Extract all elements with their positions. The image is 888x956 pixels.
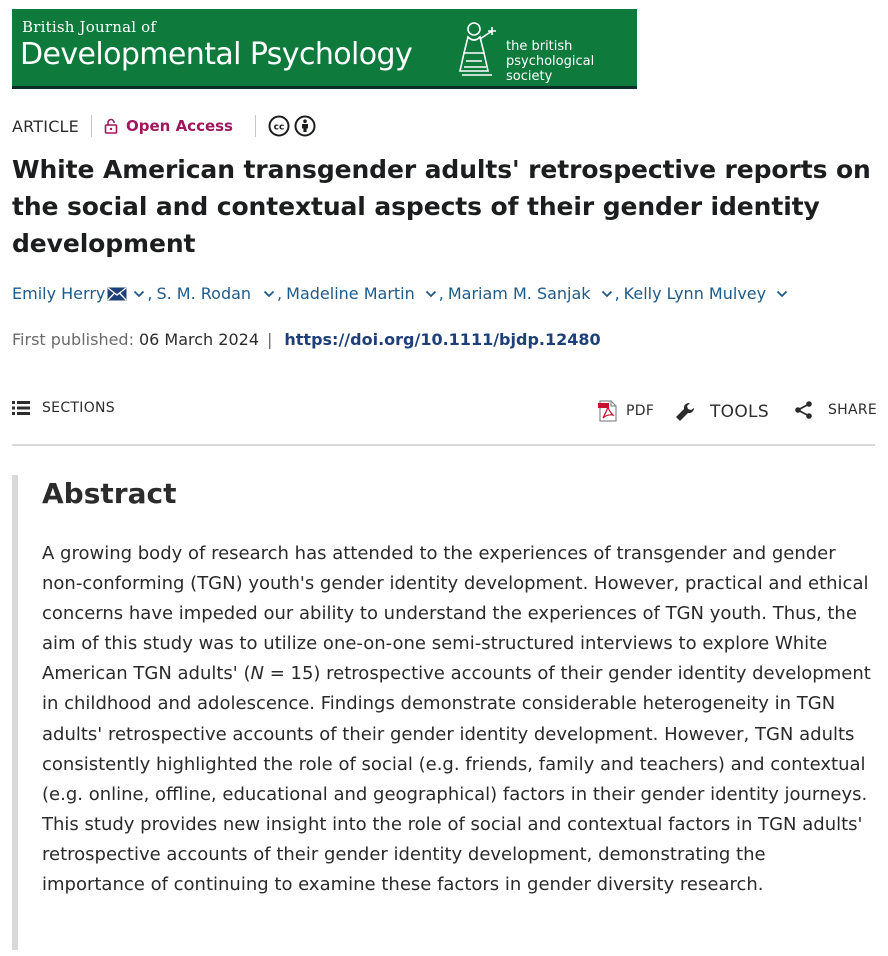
list-icon	[12, 401, 30, 415]
article-title: White American transgender adults' retrospective reports on the social and contextual aspects of their gender identity development	[12, 155, 871, 258]
author-separator: ,	[277, 284, 283, 303]
journal-name: Developmental Psychology	[20, 37, 413, 72]
open-access-label: Open Access	[126, 117, 233, 135]
divider	[91, 115, 92, 137]
abstract-heading: Abstract	[42, 477, 177, 510]
doi-link[interactable]: https://doi.org/10.1111/bjdp.12480	[284, 330, 601, 349]
author-separator: ,	[438, 284, 444, 303]
chevron-down-icon[interactable]	[425, 290, 437, 298]
wrench-icon	[674, 400, 698, 424]
abstract-text-part: = 15) retrospective accounts of their gender identity development in childhood and adolescence. Findings demonstrate considerable heterogeneity in TGN adults' retrospective accounts of their gender identity development. However, TGN adults consistently highlighted the role of social (e.g. friends, family and teachers) and contextual (e.g. online, offline, educational and geographical) factors in their gender identity journeys. This study provides new insight into the role of social and contextual factors in TGN adults' retrospective accounts of their gender identity development, demonstrating the importance of continuing to examine these factors in gender diversity research.	[42, 663, 871, 896]
first-published-label: First published:	[12, 330, 134, 349]
chevron-down-icon[interactable]	[601, 290, 613, 298]
abstract-section	[12, 475, 875, 950]
author-separator: ,	[614, 284, 620, 303]
pdf-icon	[598, 400, 618, 422]
pdf-label: PDF	[626, 403, 655, 419]
divider	[255, 115, 256, 137]
society-emblem-icon	[452, 17, 502, 81]
author-name: S. M. Rodan	[156, 284, 252, 303]
license-icons[interactable]	[268, 115, 316, 137]
chevron-down-icon[interactable]	[776, 290, 788, 298]
author-name: Kelly Lynn Mulvey	[623, 284, 767, 303]
publication-info	[12, 330, 601, 349]
author-name: Emily Herry	[12, 284, 106, 303]
email-icon[interactable]	[107, 287, 127, 301]
sections-button[interactable]	[12, 400, 115, 416]
article-toolbar	[12, 396, 878, 446]
author-list	[12, 284, 790, 303]
sample-size-symbol: N	[250, 663, 264, 685]
article-type: ARTICLE	[12, 116, 79, 136]
author-item[interactable]	[12, 284, 147, 303]
abstract-text	[42, 539, 872, 900]
pdf-button[interactable]	[598, 400, 654, 422]
society-line-1: the british	[506, 39, 573, 54]
author-name: Madeline Martin	[286, 284, 415, 303]
creative-commons-icon	[268, 115, 290, 137]
svg-text:cc: cc	[273, 122, 285, 133]
share-icon	[794, 400, 814, 420]
society-name	[506, 39, 637, 84]
tools-button[interactable]	[674, 400, 769, 424]
share-label: SHARE	[828, 402, 878, 418]
open-access-badge[interactable]	[104, 117, 233, 135]
article-meta-row	[12, 114, 316, 138]
author-item[interactable]	[624, 284, 790, 303]
author-item[interactable]	[286, 284, 439, 303]
sections-label: SECTIONS	[42, 400, 115, 416]
share-button[interactable]	[794, 400, 877, 420]
divider: |	[267, 330, 273, 349]
tools-label: TOOLS	[710, 402, 769, 422]
society-line-2: psychological society	[506, 54, 595, 84]
attribution-icon	[294, 115, 316, 137]
chevron-down-icon[interactable]	[263, 290, 275, 298]
author-name: Mariam M. Sanjak	[447, 284, 591, 303]
author-item[interactable]	[448, 284, 615, 303]
journal-banner[interactable]	[12, 9, 637, 89]
author-item[interactable]	[156, 284, 277, 303]
chevron-down-icon[interactable]	[133, 290, 145, 298]
abstract-text-part: A growing body of research has attended to the experiences of transgender and gender non-conforming (TGN) youth's gender identity development. However, practical and ethical concerns have impeded our ability to understand the experiences of TGN youth. Thus, the aim of this study was to utilize one-on-one semi-structured interviews to explore White American TGN adults' (	[42, 543, 869, 685]
author-separator: ,	[147, 284, 153, 303]
lock-open-icon	[104, 118, 118, 134]
journal-kicker: British Journal of	[22, 18, 157, 36]
publication-date: 06 March 2024	[138, 330, 259, 349]
